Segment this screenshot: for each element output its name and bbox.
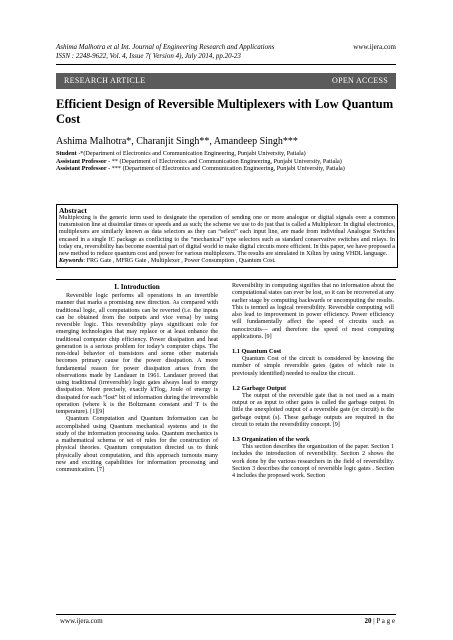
abstract-box bbox=[56, 204, 398, 268]
header-url[interactable]: www.ijera.com bbox=[353, 43, 396, 51]
section-heading-introduction: I. Introduction bbox=[114, 283, 160, 291]
citation-line-2: ISSN : 2248-9622, Vol. 4, Issue 7( Version 4), July 2014, pp.20-23 bbox=[56, 52, 241, 60]
header-divider bbox=[56, 64, 396, 65]
intro-paragraph-1: Reversible logic performs all operations in an invertible manner that marks a promising new direction. As compared with traditional logic, all computations can be reverted (i.e. the inputs can be obtained from the outputs and vice versa) by using reversible logic. This reversibility plays significant role for emerging technologies that may replace or at least enhance the traditional computer chip efficiency. Power dissipation and heat generation is a serious problem for today’s computer chips. The non-ideal behavior of transistors and some other materials becomes primary cause for the power dissipation. A more fundamental reason for power dissipation arises from the observations made by Landauer in 1961. Landauer proved that using traditional (irreversible) logic gates always lead to energy dissipation. More precisely, exactly kTlog₂ Joule of energy is dissipated for each “lost” bit of information during the irreversible operation (where k is the Boltzmann constant and T is the temperature). [1][9] bbox=[56, 293, 218, 415]
keywords: Keywords: FRG Gate , MFRG Gate , Multiplexer , Power Consumption , Quantum Cost. bbox=[59, 258, 276, 265]
page-number: 20 | P a g e bbox=[364, 617, 395, 625]
research-article-label: RESEARCH ARTICLE bbox=[64, 76, 146, 85]
footer-url[interactable]: www.ijera.com bbox=[60, 617, 103, 625]
garbage-output-paragraph: The output of the reversible gate that is not used as a main output or as input to other gates is called the garbage output. In little the unexploited output of a reversible gate (or circuit) is the garbage output (s). These garbage outputs are required in the circuit to retain the reversibility concept. [9] bbox=[232, 392, 394, 428]
subsection-garbage-output: 1.2 Garbage Output bbox=[232, 384, 287, 392]
intro-paragraph-2: Quantum Computation and Quantum Information can be accomplished using Quantum mechanical systems and is the study of the information processing tasks. Quantum mechanics is a mathematical schema or set of rules for the construction of physical theories. Quantum computation directed us to think physically about computation, and this approach turnouts many new and exciting capabilities for information processing and communication. [7] bbox=[56, 416, 218, 473]
affiliation-2: Assistant Professor - ** (Department of Electronics and Communication Engineering, Punjabi University, Patiala) bbox=[56, 157, 342, 165]
quantum-cost-paragraph: Quantum Cost of the circuit is considered by knowing the number of simple reversible gates (gates of which rate is previously identified) needed to realize the circuit. bbox=[232, 356, 394, 377]
subsection-organization: 1.3 Organization of the work bbox=[232, 436, 310, 443]
subsection-quantum-cost: 1.1 Quantum Cost bbox=[232, 348, 282, 355]
author-list: Ashima Malhotra*, Charanjit Singh**, Amandeep Singh*** bbox=[56, 136, 298, 147]
citation-line-1: Ashima Malhotra et al Int. Journal of Engineering Research and Applications bbox=[56, 43, 275, 51]
left-column bbox=[56, 283, 218, 474]
reversibility-paragraph: Reversibility in computing signifies that no information about the computational states can ever be lost, so it can be recovered at any earlier stage by computing backwards or uncomputing the results. This is termed as logical reversibility. Reversible computing will also lead to improvement in power efficiency. Power efficiency will fundamentally affect the speed of circuits such as nanocircuits— and therefore the speed of most computing applications. [9] bbox=[232, 283, 394, 340]
paper-title: Efficient Design of Reversible Multiplexers with Low Quantum Cost bbox=[56, 97, 394, 126]
footer-divider bbox=[56, 614, 396, 615]
affiliations bbox=[56, 150, 396, 173]
journal-citation bbox=[56, 43, 396, 61]
abstract-body: Multiplexing is the generic term used to designate the operation of sending one or more analogue or digital signals over a common transmission line at dissimilar times or speeds and as such; the scheme we use to do just that is called a Multiplexer. In digital electronics, multiplexers are similarly known as data selectors as they can “select” each input line, are made from individual Analogue Switches encased in a single IC package as conflicting to the “mechanical” type selectors such as standard conservative switches and relays. In today era, reversibility has become essential part of digital world to make digital circuits more efficient. In this paper, we have proposed a new method to reduce quantum cost and power for various multiplexers. The results are simulated in Xilinx by using VHDL language. bbox=[59, 215, 395, 258]
organization-paragraph: This section describes the organization of the paper. Section 1 includes the introduction of reversibility. Section 2 shows the work done by the various researchers in the field of reversibility. Section 3 describes the concept of reversible logic gates . Section 4 includes the proposed work. Section bbox=[232, 444, 394, 479]
right-column bbox=[232, 283, 394, 480]
open-access-label: OPEN ACCESS bbox=[332, 76, 388, 85]
abstract-heading: Abstract bbox=[59, 206, 87, 215]
affiliation-1: Student -*(Department of Electronics and Communication Engineering, Punjabi University, Patiala) bbox=[56, 150, 306, 157]
abstract-divider bbox=[56, 279, 396, 280]
affiliation-3: Assistant Professor - *** (Department of Electronics and Communication Engineering, Punjabi University, Patiala) bbox=[56, 165, 345, 173]
article-type-banner bbox=[56, 73, 396, 89]
